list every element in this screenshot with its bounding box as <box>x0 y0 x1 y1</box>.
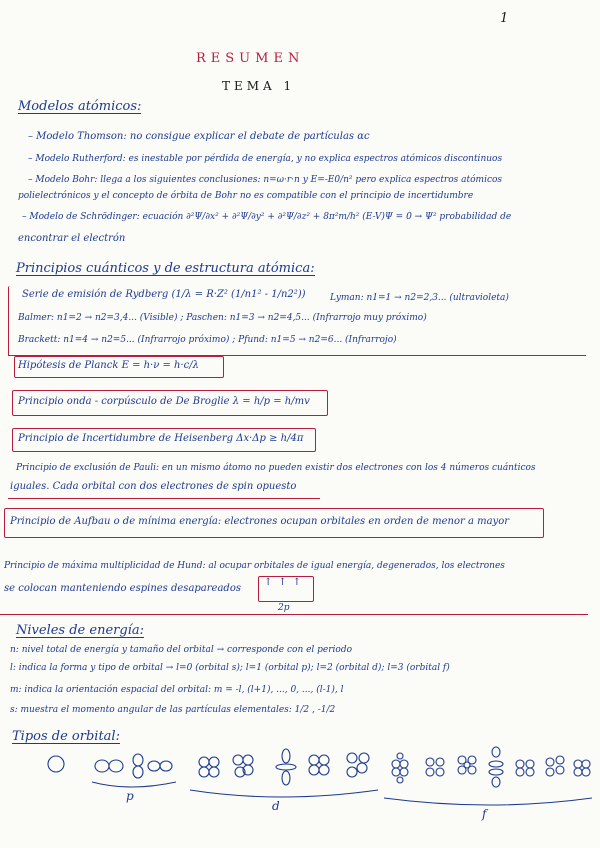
modelo-schrodinger-cont: encontrar el electrón <box>18 233 126 244</box>
hund-line-1: Principio de máxima multiplicidad de Hund: al ocupar orbitales de igual energía, degenerados, los electrones <box>4 561 505 571</box>
niveles-heading: Niveles de energía: <box>16 623 144 638</box>
f-brace <box>384 798 592 805</box>
lyman-line: Lyman: n1=1 → n2=2,3... (ultravioleta) <box>330 293 509 303</box>
nivel-n: n: nivel total de energía y tamaño del orbital → corresponde con el periodo <box>10 645 353 655</box>
f-label: f <box>482 807 487 821</box>
modelo-rutherford: – Modelo Rutherford: es inestable por pérdida de energía, y no explica espectros atómicos discontinuos <box>28 154 503 164</box>
d-brace <box>190 790 378 797</box>
nivel-s: s: muestra el momento angular de las partículas elementales: 1/2 , -1/2 <box>10 705 336 715</box>
p-orbital-shapes <box>95 754 172 778</box>
f-orbital-shapes <box>392 747 590 787</box>
page-subtitle: TEMA 1 <box>222 79 296 93</box>
balmer-line: Balmer: n1=2 → n2=3,4... (Visible) ; Paschen: n1=3 → n2=4,5... (Infrarrojo muy próximo) <box>18 313 427 323</box>
brackett-line: Brackett: n1=4 → n2=5... (Infrarrojo próximo) ; Pfund: n1=5 → n2=6... (Infrarrojo) <box>18 335 397 345</box>
d-orbital-shapes <box>199 749 369 785</box>
page-number: 1 <box>500 11 509 26</box>
modelo-thomson: – Modelo Thomson: no consigue explicar el debate de partículas αc <box>28 131 370 142</box>
principios-heading: Principios cuánticos y de estructura atómica: <box>16 261 315 276</box>
nivel-l: l: indica la forma y tipo de orbital → l=0 (orbital s); l=1 (orbital p); l=2 (orbital d); l=3 (orbital f) <box>10 663 450 673</box>
d-label: d <box>272 799 280 813</box>
hund-orbital-label: 2p <box>278 603 290 613</box>
p-brace <box>92 782 176 787</box>
modelos-heading: Modelos atómicos: <box>18 99 142 114</box>
hund-arrows: ↑↑↑ <box>264 577 308 588</box>
p-label: p <box>126 789 134 803</box>
heisenberg-text: Principio de Incertidumbre de Heisenberg Δx·Δp ≥ h/4π <box>18 433 304 444</box>
modelo-bohr: – Modelo Bohr: llega a los siguientes conclusiones: n=ω·r·n y E=-E0/n² pero explica espectros atómicos <box>28 175 503 185</box>
debroglie-text: Principio onda - corpúsculo de De Broglie λ = h/p = h/mv <box>18 396 310 407</box>
tipos-heading: Tipos de orbital: <box>12 729 120 744</box>
planck-text: Hipótesis de Planck E = h·ν = h·c/λ <box>18 360 199 371</box>
pauli-line-2: iguales. Cada orbital con dos electrones de spin opuesto <box>10 481 297 492</box>
rydberg-line: Serie de emisión de Rydberg (1/λ = R·Z² (1/n1² - 1/n2²)) <box>22 289 306 300</box>
modelo-schrodinger: – Modelo de Schrödinger: ecuación ∂²Ψ/∂x² + ∂²Ψ/∂y² + ∂²Ψ/∂z² + 8π²m/h² (E-V)Ψ = 0 → Ψ² probabilidad de <box>22 212 512 222</box>
page-title: RESUMEN <box>196 51 305 66</box>
pauli-line-1: Principio de exclusión de Pauli: en un mismo átomo no pueden existir dos electrones con los 4 números cuánticos <box>16 463 536 473</box>
s-orbital-shape <box>48 756 64 772</box>
modelo-bohr-cont: polielectrónicos y el concepto de órbita de Bohr no es compatible con el principio de incertidumbre <box>18 191 474 201</box>
hund-line-2: se colocan manteniendo espines desapareados <box>4 583 241 594</box>
aufbau-text: Principio de Aufbau o de mínima energía: electrones ocupan orbitales en orden de menor a mayor <box>10 516 509 527</box>
nivel-m: m: indica la orientación espacial del orbital: m = -l, (l+1), ..., 0, ..., (l-1), l <box>10 685 344 695</box>
